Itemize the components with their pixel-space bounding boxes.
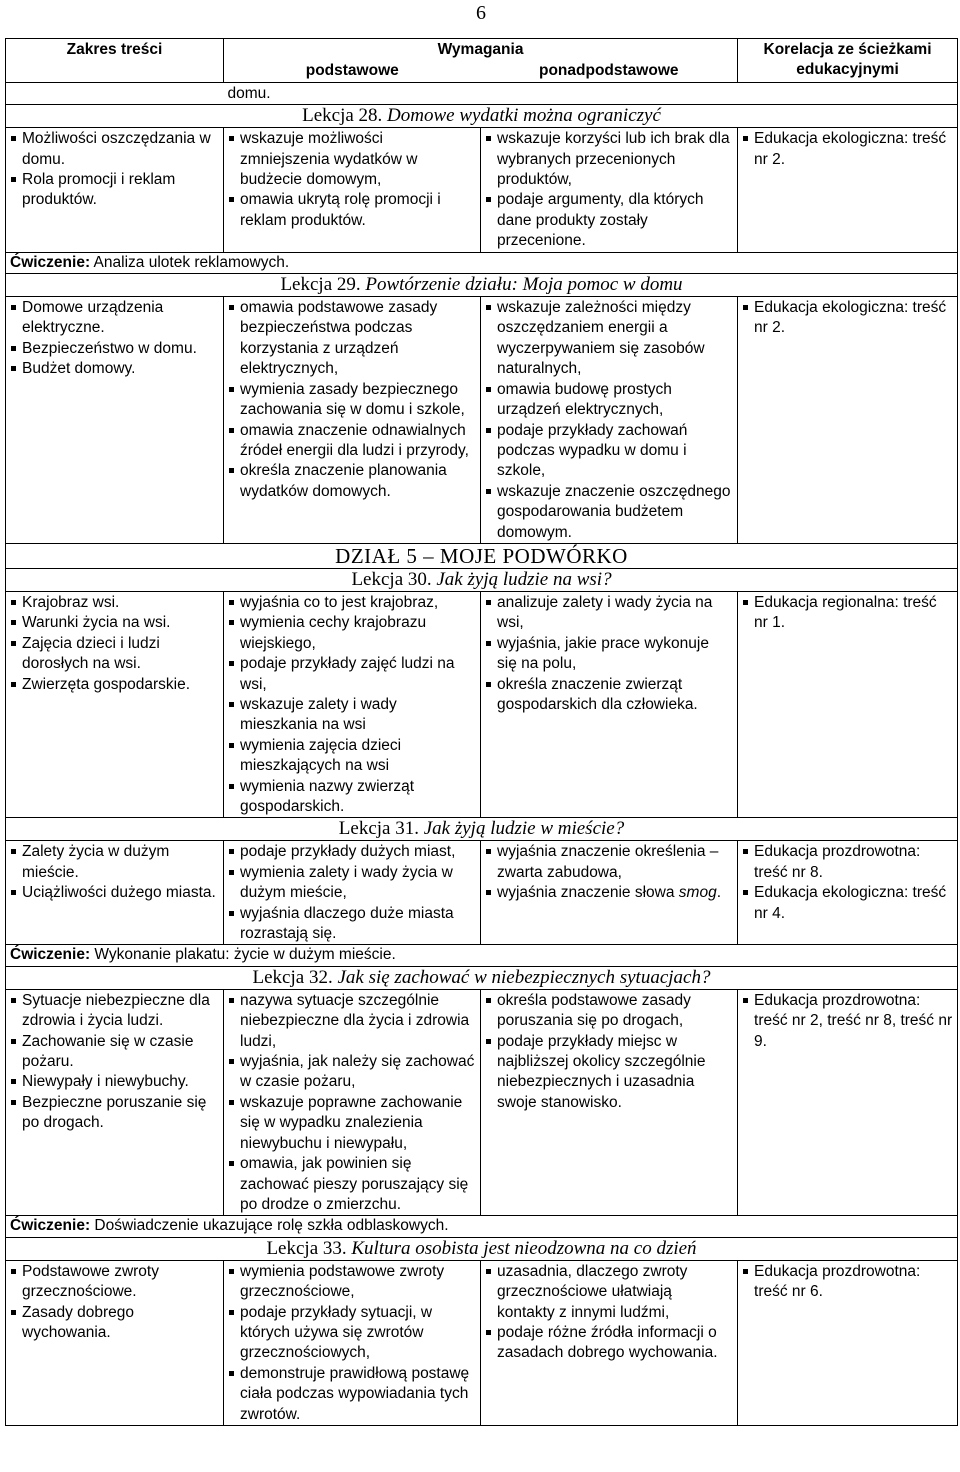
basic-cell xyxy=(224,1260,481,1425)
list-item: Edukacja ekologiczna: treść nr 2. xyxy=(742,298,953,339)
lesson-content-row xyxy=(6,841,958,945)
correlation-list xyxy=(742,991,953,1052)
list-item: Edukacja regionalna: treść nr 1. xyxy=(742,593,953,634)
exercise-row xyxy=(6,1216,958,1237)
lesson-number: Lekcja 33. xyxy=(266,1237,352,1259)
correlation-list xyxy=(742,298,953,339)
scope-cell xyxy=(6,989,224,1215)
lesson-name: Kultura osobista jest nieodzowna na co dzień xyxy=(351,1237,697,1259)
exercise-label: Ćwiczenie: xyxy=(10,253,91,271)
list-item: Możliwości oszczędzania w domu. xyxy=(10,129,219,170)
list-item: nazywa sytuacje szczególnie niebezpieczne dla życia i zdrowia ludzi, xyxy=(228,991,476,1052)
list-item: wyjaśnia znaczenie słowa smog. xyxy=(485,883,733,903)
list-item: wskazuje poprawne zachowanie się w wypadku znalezienia niewybuchu i niewypału, xyxy=(228,1093,476,1154)
lesson-number: Lekcja 32. xyxy=(252,966,338,988)
scope-list xyxy=(10,842,219,903)
list-item: wskazuje możliwości zmniejszenia wydatków w budżecie domowym, xyxy=(228,129,476,190)
list-item: podaje różne źródła informacji o zasadach dobrego wychowania. xyxy=(485,1323,733,1364)
basic-cell xyxy=(224,128,481,252)
section-row xyxy=(6,543,958,568)
lesson-title xyxy=(6,105,958,128)
curriculum-table xyxy=(5,38,958,1426)
scope-list xyxy=(10,298,219,380)
list-item: omawia, jak powinien się zachować pieszy poruszający się po drodze o zmierzchu. xyxy=(228,1154,476,1215)
list-item: Sytuacje niebezpieczne dla zdrowia i życia ludzi. xyxy=(10,991,219,1032)
list-item: wymienia zajęcia dzieci mieszkających na wsi xyxy=(228,736,476,777)
list-item: Krajobraz wsi. xyxy=(10,593,219,613)
list-item: podaje przykłady dużych miast, xyxy=(228,842,476,862)
basic-list xyxy=(228,129,476,231)
list-item: wyjaśnia co to jest krajobraz, xyxy=(228,593,476,613)
lesson-number: Lekcja 31. xyxy=(338,818,424,840)
list-item: Edukacja prozdrowotna: treść nr 6. xyxy=(742,1262,953,1303)
list-item: Rola promocji i reklam produktów. xyxy=(10,170,219,211)
header-basic: podstawowe xyxy=(224,60,481,82)
advanced-cell xyxy=(481,1260,738,1425)
scope-list xyxy=(10,593,219,695)
list-item: Edukacja ekologiczna: treść nr 2. xyxy=(742,129,953,170)
list-item: Niewypały i niewybuchy. xyxy=(10,1072,219,1092)
list-item: Zasady dobrego wychowania. xyxy=(10,1303,219,1344)
list-item: wskazuje zależności między oszczędzaniem energii a wyczerpywaniem się zasobów naturalnych, xyxy=(485,298,733,380)
correlation-cell xyxy=(738,989,958,1215)
list-item: określa znaczenie zwierząt gospodarskich dla człowieka. xyxy=(485,675,733,716)
exercise-text: Ćwiczenie: Wykonanie plakatu: życie w dużym mieście. xyxy=(6,945,958,966)
list-item: Zwierzęta gospodarskie. xyxy=(10,675,219,695)
list-item: Edukacja ekologiczna: treść nr 4. xyxy=(742,883,953,924)
list-item: Budżet domowy. xyxy=(10,359,219,379)
header-correlation: Korelacja ze ścieżkami edukacyjnymi xyxy=(738,39,958,83)
basic-list xyxy=(228,842,476,944)
advanced-list xyxy=(485,593,733,715)
exercise-label: Ćwiczenie: xyxy=(10,1217,91,1235)
list-item: wyjaśnia, jakie prace wykonuje się na polu, xyxy=(485,634,733,675)
basic-cell xyxy=(224,297,481,544)
header-scope: Zakres treści xyxy=(6,39,224,83)
list-item: Warunki życia na wsi. xyxy=(10,613,219,633)
lesson-title xyxy=(6,818,958,841)
lesson-title-row xyxy=(6,1237,958,1260)
lesson-content-row xyxy=(6,128,958,252)
list-item: demonstruje prawidłową postawę ciała podczas wypowiadania tych zwrotów. xyxy=(228,1364,476,1425)
lesson-name: Jak się zachować w niebezpiecznych sytuacjach? xyxy=(337,966,711,988)
correlation-cell xyxy=(738,128,958,252)
list-item: podaje przykłady zachowań podczas wypadku w domu i szkole, xyxy=(485,421,733,482)
italic-term: smog xyxy=(678,884,717,902)
lesson-title-row xyxy=(6,105,958,128)
list-item: omawia ukrytą rolę promocji i reklam produktów. xyxy=(228,190,476,231)
scope-list xyxy=(10,129,219,211)
list-item: wskazuje korzyści lub ich brak dla wybranych przecenionych produktów, xyxy=(485,129,733,190)
exercise-text: Ćwiczenie: Doświadczenie ukazujące rolę szkła odblaskowych. xyxy=(6,1216,958,1237)
list-item: wyjaśnia, jak należy się zachować w czasie pożaru, xyxy=(228,1052,476,1093)
list-item: omawia podstawowe zasady bezpieczeństwa podczas korzystania z urządzeń elektrycznych, xyxy=(228,298,476,380)
lesson-content-row xyxy=(6,297,958,544)
correlation-list xyxy=(742,593,953,634)
list-item: wyjaśnia znaczenie określenia – zwarta zabudowa, xyxy=(485,842,733,883)
list-item: Domowe urządzenia elektryczne. xyxy=(10,298,219,339)
basic-cell xyxy=(224,841,481,945)
list-item: podaje argumenty, dla których dane produkty zostały przecenione. xyxy=(485,190,733,251)
list-item: Bezpieczeństwo w domu. xyxy=(10,339,219,359)
list-item: podaje przykłady zajęć ludzi na wsi, xyxy=(228,654,476,695)
list-item: wskazuje zalety i wady mieszkania na wsi xyxy=(228,695,476,736)
page-number: 6 xyxy=(476,2,486,24)
advanced-list xyxy=(485,298,733,543)
lesson-title-row xyxy=(6,818,958,841)
advanced-list xyxy=(485,842,733,903)
list-item: wymienia nazwy zwierząt gospodarskich. xyxy=(228,777,476,818)
carry-over-row xyxy=(6,82,958,104)
scope-list xyxy=(10,1262,219,1344)
section-title: DZIAŁ 5 – MOJE PODWÓRKO xyxy=(6,543,958,568)
lesson-name: Jak żyją ludzie w mieście? xyxy=(423,818,625,840)
lesson-title-row xyxy=(6,274,958,297)
lesson-title-row xyxy=(6,966,958,989)
scope-cell xyxy=(6,591,224,817)
correlation-cell xyxy=(738,297,958,544)
list-item: Edukacja prozdrowotna: treść nr 2, treść nr 8, treść nr 9. xyxy=(742,991,953,1052)
correlation-list xyxy=(742,129,953,170)
scope-cell xyxy=(6,128,224,252)
exercise-row xyxy=(6,945,958,966)
list-item: wymienia zalety i wady życia w dużym mieście, xyxy=(228,863,476,904)
advanced-cell xyxy=(481,591,738,817)
correlation-cell xyxy=(738,841,958,945)
correlation-list xyxy=(742,842,953,924)
basic-list xyxy=(228,298,476,502)
list-item: określa znaczenie planowania wydatków domowych. xyxy=(228,461,476,502)
header-row-1 xyxy=(6,39,958,61)
lesson-number: Lekcja 29. xyxy=(280,274,366,296)
advanced-cell xyxy=(481,989,738,1215)
list-item: wymienia podstawowe zwroty grzecznościowe, xyxy=(228,1262,476,1303)
list-item: Zalety życia w dużym mieście. xyxy=(10,842,219,883)
header-advanced: ponadpodstawowe xyxy=(481,60,738,82)
lesson-title xyxy=(6,966,958,989)
lesson-title xyxy=(6,568,958,591)
list-item: podaje przykłady miejsc w najbliższej okolicy szczególnie niebezpiecznych i uzasadnia swoje stanowisko. xyxy=(485,1032,733,1114)
list-item: wyjaśnia dlaczego duże miasta rozrastają się. xyxy=(228,904,476,945)
lesson-title xyxy=(6,1237,958,1260)
advanced-cell xyxy=(481,297,738,544)
advanced-list xyxy=(485,129,733,251)
list-item: wymienia zasady bezpiecznego zachowania się w domu i szkole, xyxy=(228,380,476,421)
list-item: Zajęcia dzieci i ludzi dorosłych na wsi. xyxy=(10,634,219,675)
carry-over-text: domu. xyxy=(224,82,958,104)
list-item: Bezpieczne poruszanie się po drogach. xyxy=(10,1093,219,1134)
exercise-text: Ćwiczenie: Analiza ulotek reklamowych. xyxy=(6,252,958,273)
lesson-title-row xyxy=(6,568,958,591)
list-item: omawia budowę prostych urządzeń elektrycznych, xyxy=(485,380,733,421)
lesson-number: Lekcja 30. xyxy=(351,568,437,590)
lesson-number: Lekcja 28. xyxy=(302,105,388,127)
lesson-content-row xyxy=(6,591,958,817)
list-item: Zachowanie się w czasie pożaru. xyxy=(10,1032,219,1073)
correlation-cell xyxy=(738,1260,958,1425)
correlation-list xyxy=(742,1262,953,1303)
list-item: wskazuje znaczenie oszczędnego gospodarowania budżetem domowym. xyxy=(485,482,733,543)
scope-cell xyxy=(6,1260,224,1425)
basic-cell xyxy=(224,591,481,817)
basic-list xyxy=(228,1262,476,1425)
list-item: określa podstawowe zasady poruszania się po drogach, xyxy=(485,991,733,1032)
advanced-list xyxy=(485,991,733,1113)
list-item: wymienia cechy krajobrazu wiejskiego, xyxy=(228,613,476,654)
scope-cell xyxy=(6,297,224,544)
list-item: omawia znaczenie odnawialnych źródeł energii dla ludzi i przyrody, xyxy=(228,421,476,462)
advanced-cell xyxy=(481,841,738,945)
lesson-name: Powtórzenie działu: Moja pomoc w domu xyxy=(365,274,683,296)
lesson-name: Domowe wydatki można ograniczyć xyxy=(387,105,661,127)
basic-list xyxy=(228,593,476,817)
exercise-row xyxy=(6,252,958,273)
list-item: uzasadnia, dlaczego zwroty grzecznościowe ułatwiają kontakty z innymi ludźmi, xyxy=(485,1262,733,1323)
advanced-cell xyxy=(481,128,738,252)
header-requirements: Wymagania xyxy=(224,39,738,61)
lesson-title xyxy=(6,274,958,297)
scope-cell xyxy=(6,841,224,945)
lesson-content-row xyxy=(6,1260,958,1425)
exercise-label: Ćwiczenie: xyxy=(10,946,91,964)
correlation-cell xyxy=(738,591,958,817)
list-item: analizuje zalety i wady życia na wsi, xyxy=(485,593,733,634)
basic-cell xyxy=(224,989,481,1215)
list-item: podaje przykłady sytuacji, w których używa się zwrotów grzecznościowych, xyxy=(228,1303,476,1364)
scope-list xyxy=(10,991,219,1134)
advanced-list xyxy=(485,1262,733,1364)
lesson-name: Jak żyją ludzie na wsi? xyxy=(436,568,612,590)
list-item: Uciążliwości dużego miasta. xyxy=(10,883,219,903)
lesson-content-row xyxy=(6,989,958,1215)
list-item: Podstawowe zwroty grzecznościowe. xyxy=(10,1262,219,1303)
basic-list xyxy=(228,991,476,1215)
list-item: Edukacja prozdrowotna: treść nr 8. xyxy=(742,842,953,883)
